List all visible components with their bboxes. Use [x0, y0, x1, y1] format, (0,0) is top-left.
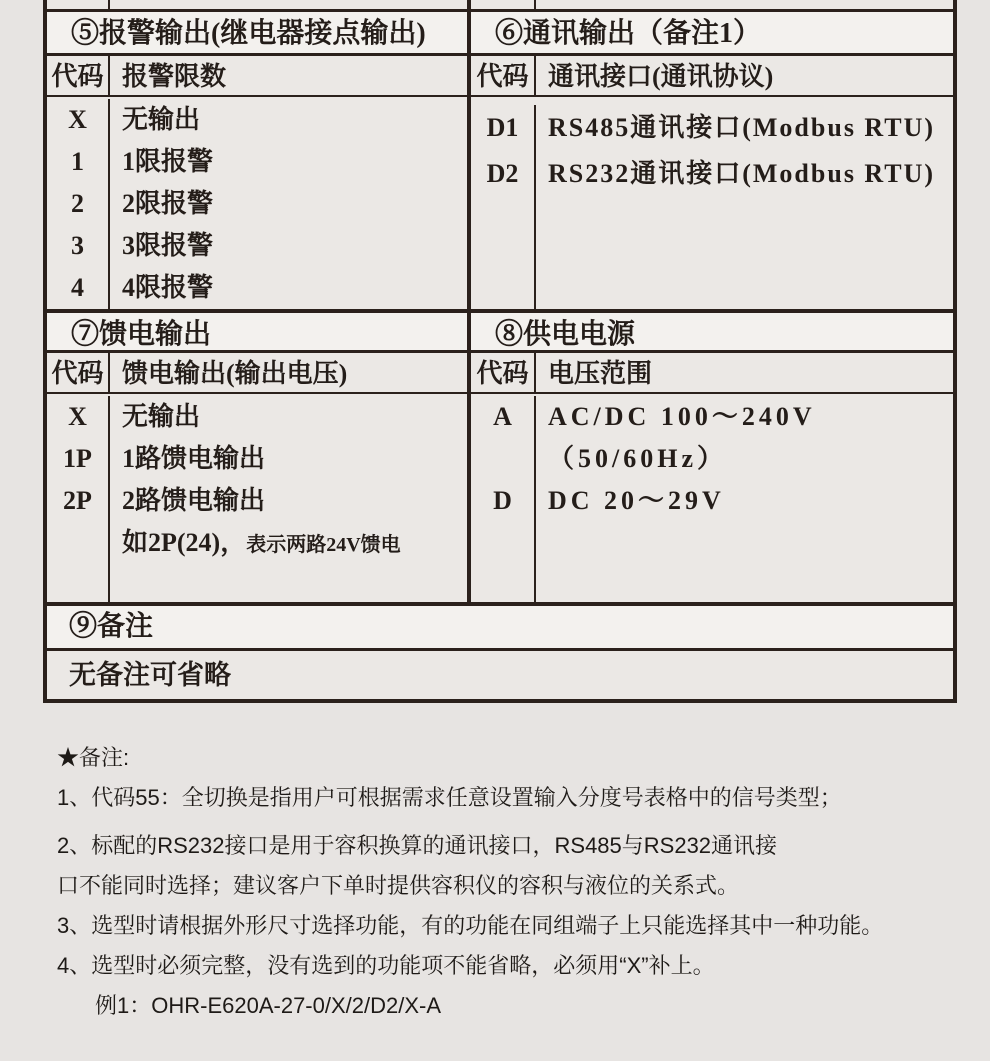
comm-desc: RS232通讯接口(Modbus RTU) — [548, 159, 936, 188]
alarm-column-header — [47, 56, 467, 97]
table-left-column — [47, 0, 471, 602]
feed-example-small: 表示两路24V馈电 — [246, 534, 401, 556]
alarm-desc-cells — [110, 99, 467, 309]
alarm-code-header: 代码 — [47, 56, 110, 95]
comm-code-header: 代码 — [471, 56, 536, 95]
supply-desc: （50/60Hz） — [548, 444, 727, 473]
selection-table — [43, 0, 957, 703]
feed-table-body — [47, 394, 467, 602]
supply-desc-cells — [536, 396, 953, 602]
alarm-desc: 3限报警 — [122, 231, 214, 260]
supply-code — [471, 438, 534, 480]
feed-desc-header: 馈电输出(输出电压) — [122, 359, 348, 388]
comm-desc: RS485通讯接口(Modbus RTU) — [548, 113, 936, 142]
feed-example-prefix: 如2P(24)， — [122, 528, 247, 557]
comm-column-header — [471, 56, 953, 97]
footnotes — [57, 738, 967, 1026]
feed-example-line — [122, 522, 467, 564]
alarm-code: 2 — [71, 189, 84, 218]
section-7-title: ⑦馈电输出 — [71, 319, 212, 350]
section-6-header — [471, 12, 953, 56]
section-9-value: 无备注可省略 — [47, 651, 953, 699]
supply-code-header: 代码 — [471, 353, 536, 392]
feed-desc: 1路馈电输出 — [122, 444, 266, 473]
sliver-code-cell — [471, 0, 536, 9]
footnote-line-1: 1、代码55：全切换是指用户可根据需求任意设置输入分度号表格中的信号类型； — [57, 785, 842, 810]
section-8-header — [471, 309, 953, 353]
feed-code-cells — [47, 396, 110, 602]
alarm-table-body — [47, 97, 467, 309]
alarm-desc: 4限报警 — [122, 273, 214, 302]
feed-desc: 无输出 — [122, 402, 201, 431]
supply-column-header — [471, 353, 953, 394]
section-5-header — [47, 12, 467, 56]
feed-column-header — [47, 353, 467, 394]
section-6-title: ⑥通讯输出（备注1） — [495, 18, 762, 49]
previous-row-sliver-left — [47, 0, 467, 12]
feed-desc: 2路馈电输出 — [122, 486, 266, 515]
alarm-desc: 无输出 — [122, 105, 201, 134]
previous-row-sliver-right — [471, 0, 953, 12]
alarm-code: 1 — [71, 147, 84, 176]
alarm-code: 3 — [71, 231, 84, 260]
comm-code: D2 — [486, 159, 519, 188]
feed-code: X — [68, 402, 87, 431]
supply-code: D — [493, 486, 512, 515]
feed-code-header: 代码 — [47, 353, 110, 392]
alarm-desc: 1限报警 — [122, 147, 214, 176]
feed-code: 2P — [63, 486, 92, 515]
footnote-line-2-cont: 口不能同时选择；建议客户下单时提供容积仪的容积与液位的关系式。 — [57, 873, 740, 898]
alarm-code: X — [68, 105, 87, 134]
supply-desc: DC 20～29V — [548, 486, 725, 515]
supply-desc-header: 电压范围 — [548, 359, 653, 388]
footnote-line-4: 4、选型时必须完整，没有选到的功能项不能省略，必须用“X”补上。 — [57, 953, 715, 978]
comm-code: D1 — [486, 113, 519, 142]
feed-code: 1P — [63, 444, 92, 473]
comm-code-cells — [471, 105, 536, 309]
comm-desc-cells — [536, 105, 953, 309]
alarm-desc: 2限报警 — [122, 189, 214, 218]
supply-code-cells — [471, 396, 536, 602]
alarm-code-cells — [47, 99, 110, 309]
footnote-example: 例1：OHR-E620A-27-0/X/2/D2/X-A — [95, 993, 442, 1018]
footnote-line-2: 2、标配的RS232接口是用于容积换算的通讯接口，RS485与RS232通讯接 — [57, 833, 778, 858]
feed-desc-cells — [110, 396, 467, 602]
section-8-title: ⑧供电电源 — [495, 319, 636, 350]
section-5-title: ⑤报警输出(继电器接点输出) — [71, 18, 426, 49]
footnote-line-3: 3、选型时请根据外形尺寸选择功能，有的功能在同组端子上只能选择其中一种功能。 — [57, 913, 884, 938]
comm-desc-header: 通讯接口(通讯协议) — [548, 62, 774, 91]
supply-desc: AC/DC 100～240V — [548, 402, 816, 431]
sliver-code-cell — [47, 0, 110, 9]
alarm-code: 4 — [71, 273, 84, 302]
supply-code: A — [493, 402, 512, 431]
upper-table-area — [47, 0, 953, 606]
supply-table-body — [471, 394, 953, 602]
section-9-header — [47, 606, 953, 651]
section-7-header — [47, 309, 467, 353]
comm-table-body — [471, 97, 953, 309]
alarm-desc-header: 报警限数 — [122, 62, 227, 91]
table-right-column — [471, 0, 953, 602]
footnotes-title: ★备注: — [57, 745, 130, 770]
section-9-title: ⑨备注 — [69, 611, 154, 642]
